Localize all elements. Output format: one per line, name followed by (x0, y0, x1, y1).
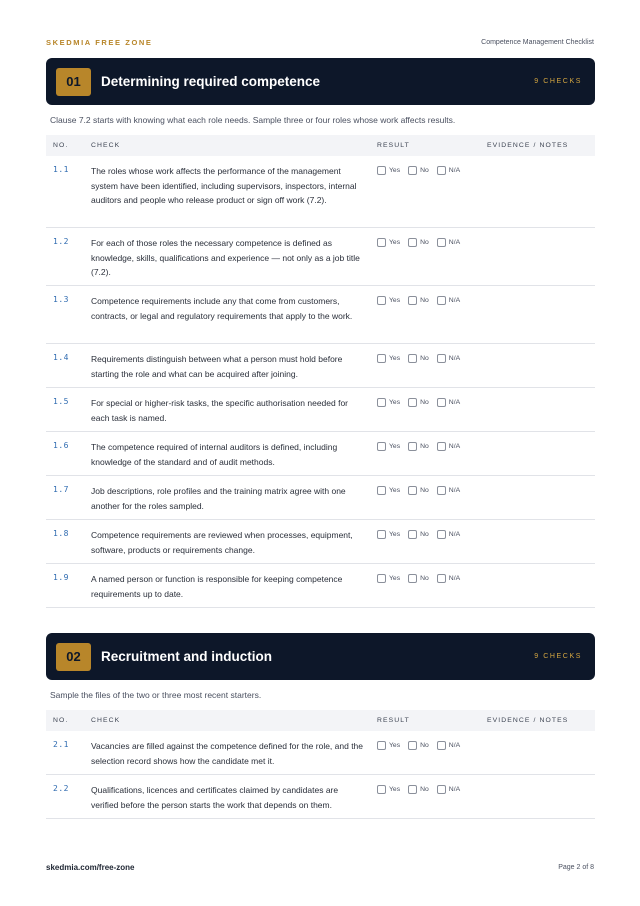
result-option-no[interactable] (408, 354, 429, 363)
check-number: 2.1 (53, 740, 69, 749)
result-option-label: N/A (448, 167, 461, 174)
checkbox-no[interactable] (408, 238, 417, 247)
result-option-label: Yes (389, 443, 401, 450)
result-option-na[interactable] (437, 238, 460, 247)
section-header (46, 58, 595, 105)
checkbox-yes[interactable] (377, 354, 386, 363)
table-row (46, 731, 595, 775)
checkbox-no[interactable] (408, 785, 417, 794)
document-title: Competence Management Checklist (481, 38, 594, 46)
result-option-label: Yes (389, 487, 401, 494)
page-header (46, 36, 594, 48)
result-option-no[interactable] (408, 785, 429, 794)
checkbox-yes[interactable] (377, 486, 386, 495)
result-option-na[interactable] (437, 398, 460, 407)
section-title: Determining required competence (101, 74, 321, 89)
result-option-no[interactable] (408, 398, 429, 407)
checkbox-na[interactable] (437, 398, 446, 407)
result-option-label: Yes (389, 239, 401, 246)
result-option-label: N/A (448, 487, 461, 494)
result-option-label: N/A (448, 531, 461, 538)
result-options (377, 783, 487, 794)
result-options (377, 294, 487, 305)
result-option-no[interactable] (408, 486, 429, 495)
checkbox-na[interactable] (437, 354, 446, 363)
checkbox-no[interactable] (408, 530, 417, 539)
check-number: 1.6 (53, 441, 69, 450)
check-text: Requirements distinguish between what a person must hold before starting the role and what can be acquired after joining. (91, 354, 343, 379)
result-option-na[interactable] (437, 530, 460, 539)
checkbox-no[interactable] (408, 442, 417, 451)
result-option-label: N/A (448, 443, 461, 450)
table-row (46, 476, 595, 520)
checkbox-yes[interactable] (377, 238, 386, 247)
result-option-label: N/A (448, 575, 461, 582)
table-row (46, 344, 595, 388)
section-recruitment-induction (46, 633, 595, 819)
checkbox-yes[interactable] (377, 785, 386, 794)
check-number: 1.9 (53, 573, 69, 582)
check-text: For special or higher-risk tasks, the specific authorisation needed for each task is named. (91, 398, 349, 423)
result-option-yes[interactable] (377, 486, 400, 495)
table-row (46, 432, 595, 476)
footer-url: skedmia.com/free-zone (46, 863, 135, 872)
result-option-yes[interactable] (377, 238, 400, 247)
checkbox-na[interactable] (437, 530, 446, 539)
result-option-yes[interactable] (377, 354, 400, 363)
result-option-no[interactable] (408, 442, 429, 451)
check-number: 1.8 (53, 529, 69, 538)
section-title: Recruitment and induction (101, 649, 273, 664)
result-option-label: Yes (389, 399, 401, 406)
check-text: Vacancies are filled against the competence defined for the role, and the selection record shows how the candidate met it. (91, 741, 364, 766)
check-text: Job descriptions, role profiles and the training matrix agree with one another for the roles sampled. (91, 486, 346, 511)
checkbox-yes[interactable] (377, 296, 386, 305)
table-header (46, 135, 595, 156)
result-option-label: No (420, 355, 429, 362)
result-options (377, 236, 487, 247)
result-options (377, 440, 487, 451)
checkbox-na[interactable] (437, 486, 446, 495)
check-number: 2.2 (53, 784, 69, 793)
column-header-check: CHECK (91, 717, 121, 724)
result-option-na[interactable] (437, 741, 460, 750)
result-options (377, 164, 487, 175)
result-option-na[interactable] (437, 166, 460, 175)
result-option-label: N/A (448, 399, 461, 406)
checkbox-no[interactable] (408, 398, 417, 407)
checkbox-no[interactable] (408, 166, 417, 175)
checkbox-no[interactable] (408, 486, 417, 495)
column-header-no: NO. (53, 142, 69, 149)
table-row (46, 775, 595, 819)
checkbox-yes[interactable] (377, 166, 386, 175)
checkbox-yes[interactable] (377, 442, 386, 451)
column-header-no: NO. (53, 717, 69, 724)
check-number: 1.2 (53, 237, 69, 246)
result-option-label: Yes (389, 742, 401, 749)
result-option-no[interactable] (408, 238, 429, 247)
check-text: Competence requirements are reviewed when processes, equipment, software, products or requirements change. (91, 530, 353, 555)
brand-label: SKEDMIA FREE ZONE (46, 37, 153, 47)
checklist-rows (46, 731, 595, 819)
result-option-label: Yes (389, 786, 401, 793)
result-option-label: No (420, 531, 429, 538)
result-option-label: No (420, 575, 429, 582)
check-number: 1.5 (53, 397, 69, 406)
column-header-result: RESULT (377, 142, 410, 149)
section-intro: Sample the files of the two or three most recent starters. (50, 690, 262, 700)
result-option-no[interactable] (408, 296, 429, 305)
result-option-na[interactable] (437, 354, 460, 363)
checkbox-no[interactable] (408, 741, 417, 750)
result-option-label: No (420, 167, 429, 174)
table-row (46, 228, 595, 286)
result-option-yes[interactable] (377, 296, 400, 305)
result-option-yes[interactable] (377, 398, 400, 407)
result-option-label: No (420, 239, 429, 246)
result-option-no[interactable] (408, 741, 429, 750)
check-text: For each of those roles the necessary competence is defined as knowledge, skills, qualifications and experience — not only as a job title (7.2). (91, 238, 360, 277)
result-option-label: No (420, 786, 429, 793)
result-option-yes[interactable] (377, 785, 400, 794)
result-option-label: Yes (389, 575, 401, 582)
result-option-label: No (420, 399, 429, 406)
checkbox-na[interactable] (437, 574, 446, 583)
result-options (377, 484, 487, 495)
result-option-label: Yes (389, 167, 401, 174)
section-number: 02 (56, 643, 91, 671)
checklist-rows (46, 156, 595, 608)
result-option-yes[interactable] (377, 166, 400, 175)
page-footer (46, 863, 594, 872)
section-number: 01 (56, 68, 91, 96)
result-option-yes[interactable] (377, 741, 400, 750)
result-option-yes[interactable] (377, 442, 400, 451)
page-number: Page 2 of 8 (558, 864, 594, 871)
result-option-label: N/A (448, 355, 461, 362)
result-option-label: No (420, 742, 429, 749)
checkbox-na[interactable] (437, 238, 446, 247)
table-header (46, 710, 595, 731)
column-header-notes: EVIDENCE / NOTES (487, 142, 569, 149)
result-option-na[interactable] (437, 785, 460, 794)
checkbox-yes[interactable] (377, 398, 386, 407)
column-header-check: CHECK (91, 142, 121, 149)
check-number: 1.4 (53, 353, 69, 362)
checkbox-na[interactable] (437, 741, 446, 750)
check-text: Competence requirements include any that come from customers, contracts, or legal and regulatory requirements that apply to the work. (91, 296, 353, 321)
check-number: 1.7 (53, 485, 69, 494)
table-row (46, 564, 595, 608)
checkbox-no[interactable] (408, 574, 417, 583)
result-option-label: N/A (448, 786, 461, 793)
table-row (46, 520, 595, 564)
check-number: 1.1 (53, 165, 69, 174)
result-option-label: No (420, 443, 429, 450)
checkbox-na[interactable] (437, 166, 446, 175)
table-row (46, 388, 595, 432)
result-options (377, 352, 487, 363)
result-options (377, 528, 487, 539)
checkbox-yes[interactable] (377, 741, 386, 750)
result-option-label: Yes (389, 355, 401, 362)
result-option-yes[interactable] (377, 530, 400, 539)
result-option-na[interactable] (437, 486, 460, 495)
result-option-label: N/A (448, 239, 461, 246)
result-option-yes[interactable] (377, 574, 400, 583)
check-text: A named person or function is responsible for keeping competence requirements up to date. (91, 574, 343, 599)
result-options (377, 739, 487, 750)
checkbox-na[interactable] (437, 442, 446, 451)
result-option-no[interactable] (408, 530, 429, 539)
table-row (46, 156, 595, 228)
table-row (46, 286, 595, 344)
check-text: Qualifications, licences and certificates claimed by candidates are verified before the person starts the work that depends on them. (91, 785, 339, 810)
result-option-label: No (420, 487, 429, 494)
section-intro: Clause 7.2 starts with knowing what each role needs. Sample three or four roles whose work affects results. (50, 115, 456, 125)
result-option-label: N/A (448, 297, 461, 304)
result-option-no[interactable] (408, 166, 429, 175)
section-header (46, 633, 595, 680)
section-check-count: 9 CHECKS (534, 78, 582, 85)
checkbox-no[interactable] (408, 296, 417, 305)
check-text: The roles whose work affects the performance of the management system have been identified, including supervisors, inspectors, internal auditors and people who release product or sign off work (7.2). (91, 166, 357, 205)
checkbox-na[interactable] (437, 296, 446, 305)
result-option-na[interactable] (437, 296, 460, 305)
check-text: The competence required of internal auditors is defined, including knowledge of the standard and of audit methods. (91, 442, 338, 467)
result-option-no[interactable] (408, 574, 429, 583)
checkbox-no[interactable] (408, 354, 417, 363)
checkbox-yes[interactable] (377, 574, 386, 583)
column-header-notes: EVIDENCE / NOTES (487, 717, 569, 724)
result-options (377, 396, 487, 407)
result-option-label: N/A (448, 742, 461, 749)
checkbox-yes[interactable] (377, 530, 386, 539)
result-option-label: Yes (389, 531, 401, 538)
check-number: 1.3 (53, 295, 69, 304)
checkbox-na[interactable] (437, 785, 446, 794)
section-determining-competence (46, 58, 595, 608)
column-header-result: RESULT (377, 717, 410, 724)
section-check-count: 9 CHECKS (534, 653, 582, 660)
result-option-na[interactable] (437, 442, 460, 451)
result-options (377, 572, 487, 583)
result-option-label: Yes (389, 297, 401, 304)
result-option-na[interactable] (437, 574, 460, 583)
result-option-label: No (420, 297, 429, 304)
